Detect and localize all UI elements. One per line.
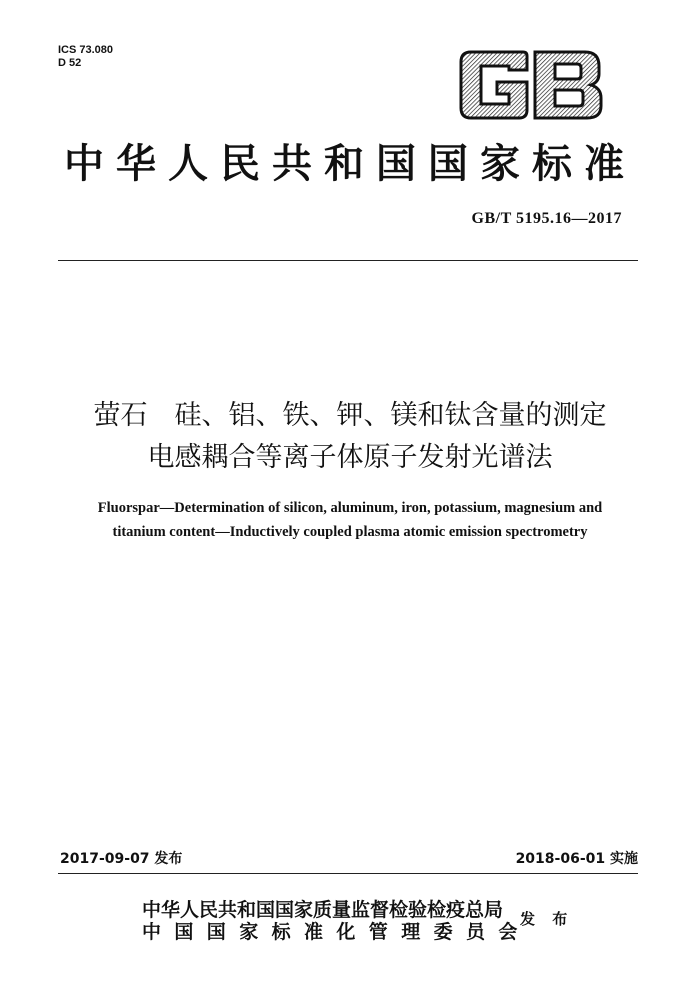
standard-number: GB/T 5195.16—2017 (471, 210, 622, 227)
english-title-line-1: Fluorspar—Determination of silicon, aluminum, iron, potassium, magnesium and (97, 500, 603, 516)
standard-title: 中华人民共和国国家标准 (64, 140, 636, 187)
chinese-title-line-2: 电感耦合等离子体原子发射光谱法 (147, 442, 553, 473)
issuer-aqsiq: 中华人民共和国国家质量监督检验检疫总局 (142, 899, 504, 921)
ics-code: ICS 73.080 (58, 44, 114, 56)
header-divider (58, 260, 638, 261)
english-title-line-2: titanium content—Inductively coupled plasma atomic emission spectrometry (112, 524, 588, 540)
issue-date: 2017-09-07 发布 (60, 851, 183, 867)
gb-logo-icon (457, 50, 605, 120)
issuer-sac: 中国国家标准化管理委员会 (142, 921, 531, 943)
footer-divider (58, 873, 638, 874)
publish-label: 发 布 (520, 910, 574, 928)
implementation-date: 2018-06-01 实施 (515, 851, 638, 867)
ccs-code: D 52 (58, 57, 82, 69)
classification-codes (58, 44, 113, 70)
chinese-title-line-1: 萤石 硅、铝、铁、钾、镁和钛含量的测定 (93, 400, 607, 431)
